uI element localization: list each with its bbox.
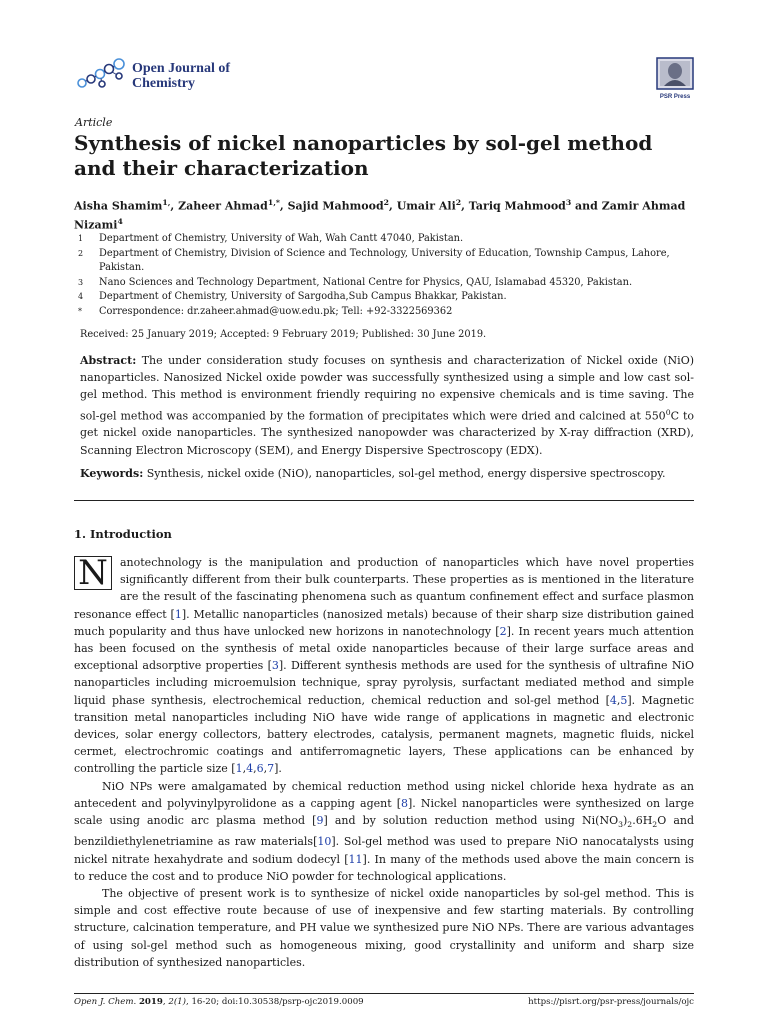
affiliation-item (78, 232, 694, 247)
author-name: Zaheer Ahmad (178, 199, 268, 213)
affiliation-number: 3 (78, 277, 84, 287)
footer-pages-doi: , 16-20; doi:10.30538/psrp-ojc2019.0009 (186, 997, 364, 1007)
citation-link[interactable]: 10 (317, 835, 332, 849)
article-type: Article (75, 116, 113, 129)
citation-link[interactable]: 11 (348, 852, 363, 866)
article-dates: Received: 25 January 2019; Accepted: 9 February 2019; Published: 30 June 2019. (80, 329, 487, 340)
affiliation-number: * (78, 306, 82, 316)
body-text: ]. In recent years much attention has been focused on the synthesis of metal oxide nanoparticles because of their large surface areas and exceptional adsorptive properties [ (74, 624, 694, 673)
author-affiliation-marker: 2 (455, 198, 462, 207)
author-name: Aisha Shamim (74, 199, 163, 213)
article-title: Synthesis of nickel nanoparticles by sol-gel method and their characterization (74, 131, 653, 180)
body-text: O and benzildiethylenetriamine as raw materials[ (74, 814, 694, 849)
citation-link[interactable]: 4 (609, 693, 617, 707)
affiliation-item (78, 305, 694, 320)
citation-link[interactable]: 6 (256, 762, 264, 776)
body-text: , (616, 693, 621, 707)
keywords (80, 466, 694, 482)
footer-citation: Open J. Chem. 2019, 2(1), 16-20; doi:10.30538/psrp-ojc2019.0009 (74, 997, 364, 1007)
intro-paragraph-1 (74, 554, 694, 778)
body-text: ]. Metallic nanoparticles (nanosized metals) because of their sharp size distribution gained much popularity and thus have unlocked new horizons in nanotechnology [ (74, 607, 694, 638)
section-heading-introduction: 1. Introduction (74, 527, 172, 541)
abstract-degree: 0 (665, 407, 671, 417)
affiliation-text: Correspondence: dr.zaheer.ahmad@uow.edu.pk; Tell: +92-3322569362 (99, 305, 453, 317)
author-affiliation-marker: 4 (117, 216, 123, 226)
citation-link[interactable]: 3 (271, 659, 279, 673)
affiliation-text: Department of Chemistry, University of Sargodha,Sub Campus Bhakkar, Pakistan. (99, 291, 507, 302)
affiliation-text: Department of Chemistry, Division of Science and Technology, University of Education, Township Campus, Lahore, Pakistan. (99, 247, 670, 273)
journal-name-line1: Open Journal of (132, 61, 231, 76)
author-affiliation-marker: 2 (383, 198, 390, 207)
affiliation-number: 4 (78, 292, 84, 301)
body-text: ] and by solution reduction method using Ni(NO (323, 814, 619, 828)
subscript: 3 (618, 820, 623, 830)
body-text: .6H (632, 814, 653, 828)
publisher-name: PSR Press (659, 94, 691, 100)
affiliation-item (78, 276, 694, 291)
affiliation-text: Nano Sciences and Technology Department, National Centre for Physics, QAU, Islamabad 45320, Pakistan. (99, 276, 633, 288)
footer-journal-abbr: Open J. Chem. (74, 997, 137, 1007)
body-text: anotechnology is the manipulation and production of nanoparticles which have novel properties significantly different from their bulk counterparts. These properties as is mentioned in the literature are the result of the fascinating phenomena such as quantum confinement effect and surface plasmon resonance effect [ (74, 556, 694, 621)
footer-url-link[interactable]: https://pisrt.org/psr-press/journals/ojc (528, 997, 694, 1007)
author-affiliation-marker: 1,* (267, 198, 280, 207)
citation-link[interactable]: 7 (267, 762, 275, 776)
section-divider (74, 500, 694, 501)
dropcap: N (74, 556, 112, 590)
body-text: ]. Sol-gel method was used to prepare NiO nanocatalysts using nickel nitrate hexahydrate and sodium dodecyl [ (74, 835, 694, 866)
citation-link[interactable]: 1 (235, 762, 243, 776)
intro-paragraph-3 (74, 885, 694, 971)
publisher-logo[interactable] (656, 57, 694, 100)
author-list: Aisha Shamim$^{1,}$, Zaheer Ahmad$^{1,*}$, Sajid Mahmood$^2$, Umair Ali$^2$, Tariq Mahmood$^3$ and Zamir Ahmad Nizami$^4$ (74, 198, 686, 232)
author-name: Umair Ali (396, 199, 456, 213)
footer-divider (74, 993, 694, 994)
footer-volume: 2 (168, 997, 174, 1007)
citation-link[interactable]: 5 (620, 693, 628, 707)
molecule-icon (76, 56, 132, 92)
keywords-label: Keywords: (80, 467, 144, 480)
subscript: 2 (652, 820, 658, 830)
body-text: ]. Nickel nanoparticles were synthesized on large scale using anodic arc plasma method [ (74, 796, 694, 828)
affiliation-item (78, 247, 694, 276)
body-text: ]. Different synthesis methods are used for the synthesis of ultrafine NiO nanoparticles including microemulsion technique, spray pyrolysis, surfactant mediated method and simple liquid phase synthesis, electrochemical reduction, chemical reduction and sol-gel method [ (74, 659, 694, 707)
intro-paragraph-2 (74, 778, 694, 885)
abstract (80, 352, 694, 459)
body-text: ]. Magnetic transition metal nanoparticles including NiO have wide range of applications in magnetic and electronic devices, solar energy collectors, battery electrodes, catalysis, permanent magnets, magnetic fluids, nickel cermet, electrochromic coatings and antiferromagnetic layers, These applications can be enhanced by controlling the particle size [ (74, 693, 694, 776)
body-text: ) (623, 814, 628, 828)
abstract-label: Abstract: (80, 354, 137, 367)
author-name: Sajid Mahmood (287, 199, 384, 213)
body-text: ]. In many of the methods used above the main concern is to reduce the cost and to produce NiO powder for technological applications. (74, 852, 694, 883)
author-name: Zamir Ahmad Nizami (74, 199, 686, 232)
abstract-text-b: C to get nickel oxide nanoparticles. The synthesized nanopowder was characterized by X-ray diffraction (XRD), Scanning Electron Microscopy (SEM), and Energy Dispersive Spectroscopy (EDX). (80, 409, 694, 457)
author-affiliation-marker: 3 (565, 198, 572, 207)
affiliation-list (78, 232, 694, 319)
affiliation-item (78, 290, 694, 305)
subscript: 2 (627, 820, 633, 830)
author-affiliation-marker: 1, (162, 198, 171, 207)
body-text: NiO NPs were amalgamated by chemical reduction method using nickel chloride hexa hydrate as an antecedent and polyvinylpyrolidone as a capping agent [ (74, 779, 694, 810)
citation-link[interactable]: 4 (246, 762, 254, 776)
abstract-text-a: The under consideration study focuses on synthesis and characterization of Nickel oxide (NiO) nanoparticles. Nanosized Nickel oxide powder was successfully synthesized using a simple and low cast sol-gel method. This method is environment friendly requiring no expensive chemicals and is time saving. The sol-gel method was accompanied by the formation of precipitates which were dried and calcined at 550 (80, 354, 694, 423)
body-text: , (263, 762, 268, 776)
body-text: , (242, 762, 247, 776)
keywords-text: Synthesis, nickel oxide (NiO), nanoparticles, sol-gel method, energy dispersive spectroscopy. (146, 467, 666, 480)
author-name: Tariq Mahmood (468, 199, 566, 213)
citation-link[interactable]: 2 (499, 624, 507, 638)
psr-press-seal-icon (656, 57, 694, 90)
body-text: The objective of present work is to synthesize of nickel oxide nanoparticles by sol-gel method. This is simple and cost effective route because of use of inexpensive and few starting materials. By controlling structure, calcination temperature, and PH value we synthesized pure NiO NPs. There are various advantages of using sol-gel method such as homogeneous mixing, good crystallinity and uniform and sharp size distribution of synthesized nanoparticles. (74, 887, 694, 969)
citation-link[interactable]: 1 (174, 607, 182, 621)
journal-name-line2: Chemistry (132, 76, 195, 91)
body-text: ]. (274, 762, 282, 776)
affiliation-number: 2 (78, 248, 84, 258)
citation-link[interactable]: 8 (401, 796, 409, 810)
body-text: , (253, 762, 257, 776)
footer-year: 2019 (138, 997, 163, 1007)
footer-issue: (1) (173, 997, 186, 1007)
introduction-body (74, 554, 694, 971)
affiliation-number: 1 (78, 234, 84, 243)
affiliation-text: Department of Chemistry, University of Wah, Wah Cantt 47040, Pakistan. (99, 233, 464, 244)
citation-link[interactable]: 9 (316, 814, 324, 828)
journal-name[interactable] (132, 61, 230, 91)
